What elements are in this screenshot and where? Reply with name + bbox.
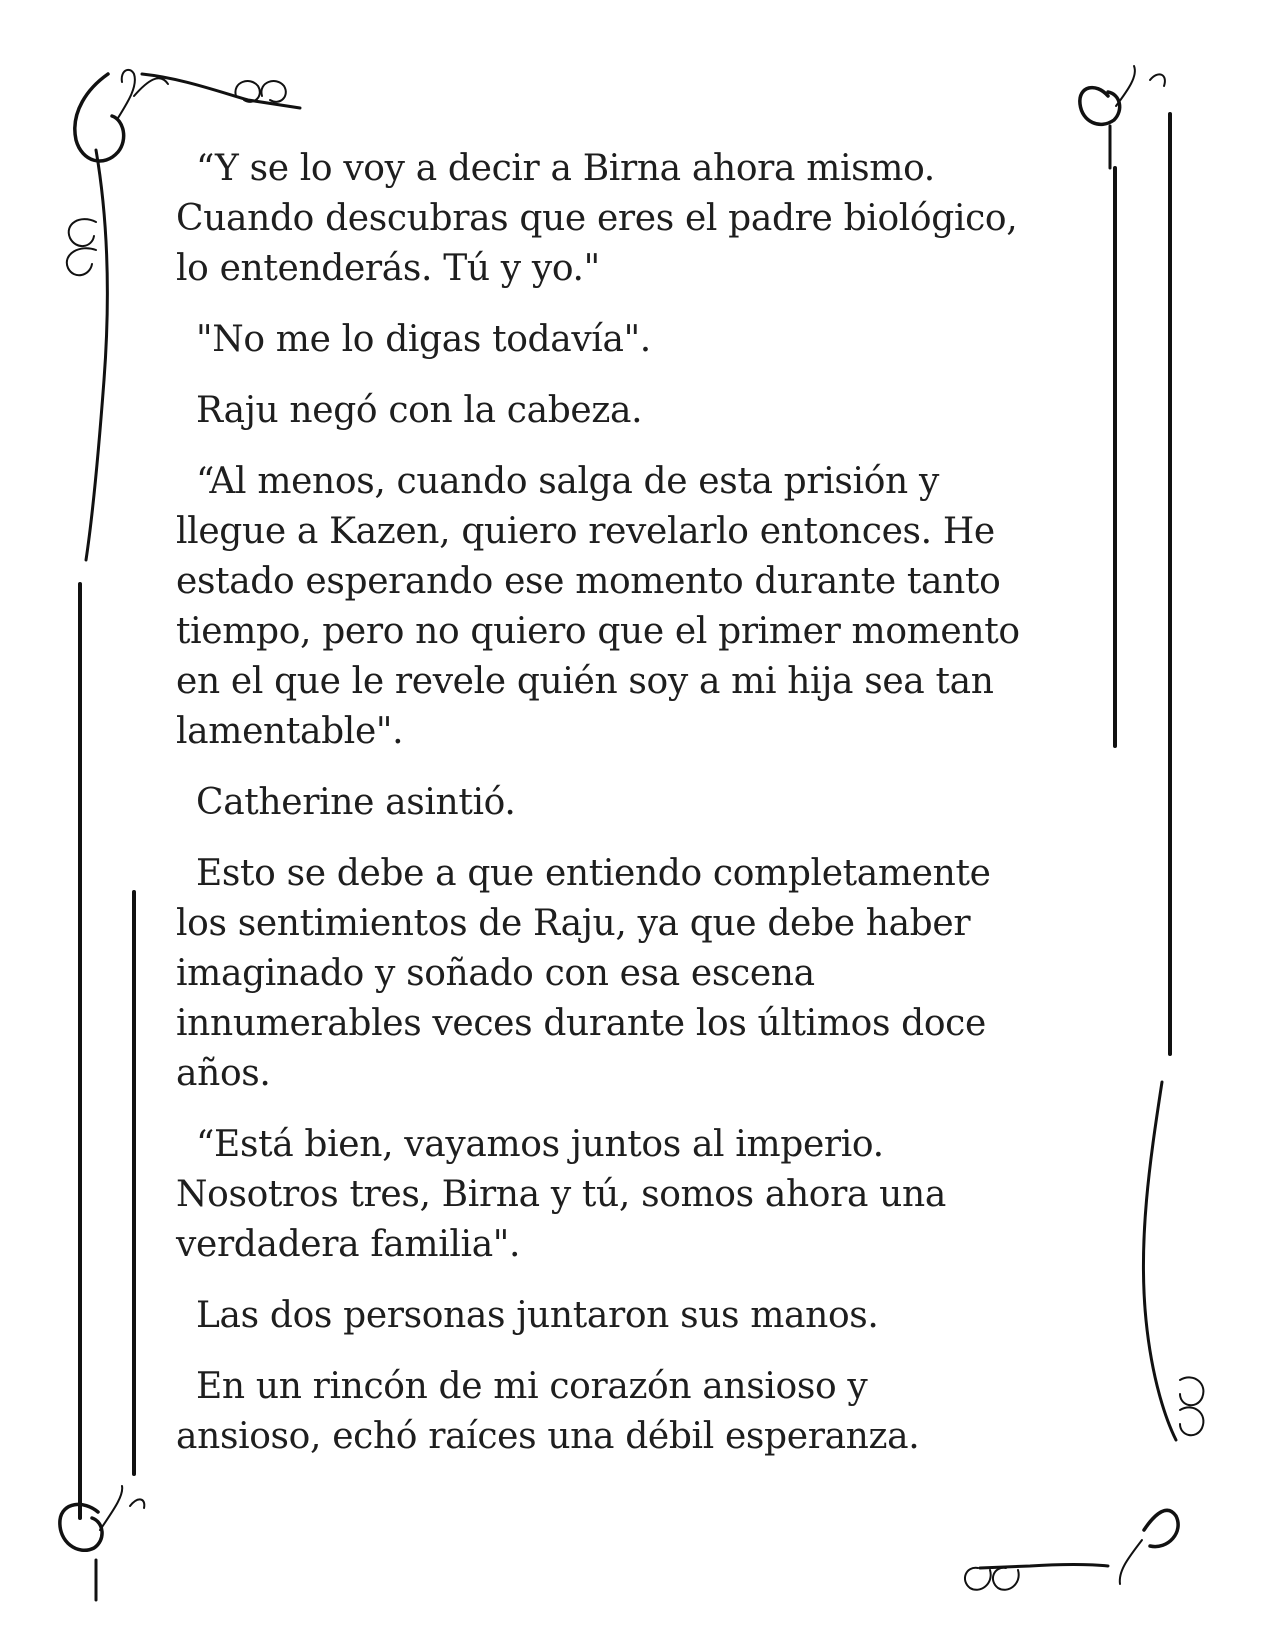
paragraph-4: “Al menos, cuando salga de esta prisión y llegue a Kazen, quiero revelarlo entonces. He estado esperando ese momento durante tanto tiempo, pero no quiero que el primer momento en el que le revele quién soy a mi hija sea tan lamentable". — [176, 461, 1020, 752]
paragraph-7: “Está bien, vayamos juntos al imperio. Nosotros tres, Birna y tú, somos ahora una verdadera familia". — [176, 1124, 946, 1265]
scroll-flourish-icon — [60, 1486, 144, 1600]
paragraph-3: Raju negó con la cabeza. — [196, 390, 643, 431]
paragraph-9: En un rincón de mi corazón ansioso y ansioso, echó raíces una débil esperanza. — [176, 1366, 920, 1457]
paragraph-2: "No me lo digas todavía". — [196, 319, 651, 360]
story-text — [176, 144, 1081, 1483]
paragraph-8: Las dos personas juntaron sus manos. — [196, 1295, 879, 1336]
paragraph-6: Esto se debe a que entiendo completamente los sentimientos de Raju, ya que debe haber imaginado y soñado con esa escena innumerables veces durante los últimos doce años. — [176, 853, 991, 1094]
paragraph-1: “Y se lo voy a decir a Birna ahora mismo. Cuando descubras que eres el padre biológico, lo entenderás. Tú y yo." — [176, 148, 1018, 289]
paragraph-5: Catherine asintió. — [196, 782, 516, 823]
scroll-flourish-icon — [1080, 66, 1165, 168]
